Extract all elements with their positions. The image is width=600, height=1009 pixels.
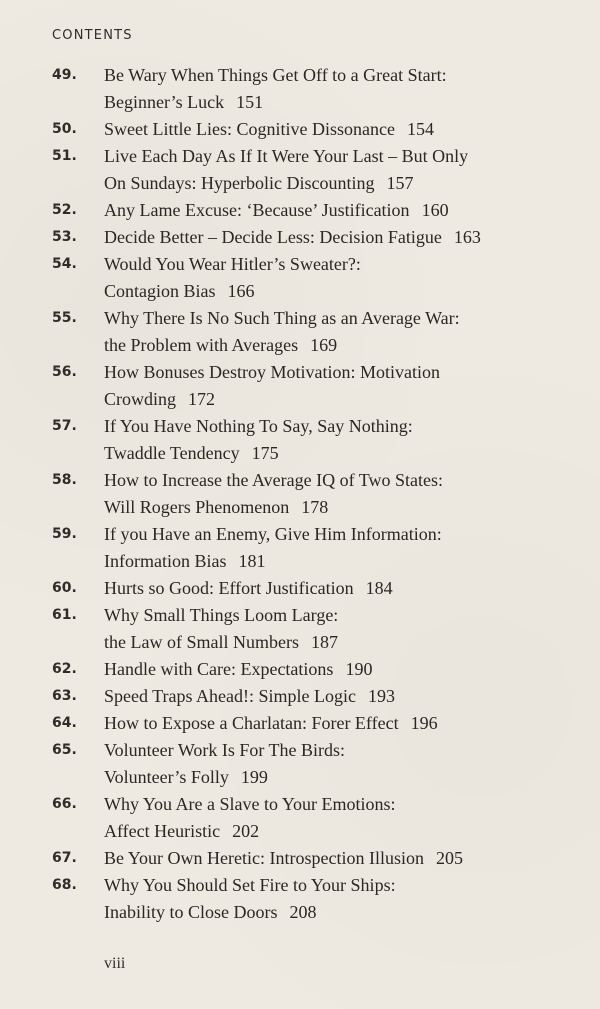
chapter-title-text: Why You Should Set Fire to Your Ships: [104, 875, 396, 895]
chapter-title [104, 359, 592, 413]
chapter-title-text: Live Each Day As If It Were Your Last – But Only [104, 146, 469, 166]
chapter-page-number: 193 [367, 686, 395, 706]
chapter-page-number: 154 [406, 119, 434, 139]
contents-header: CONTENTS [52, 28, 133, 43]
toc-entry [52, 467, 592, 521]
toc-entry [52, 143, 592, 197]
table-of-contents [52, 62, 592, 926]
chapter-title-line [104, 170, 592, 197]
toc-entry [52, 359, 592, 413]
chapter-title-text: On Sundays: Hyperbolic Discounting [104, 173, 375, 193]
chapter-title-line [104, 143, 592, 170]
chapter-title-text: Affect Heuristic [104, 821, 221, 841]
chapter-title [104, 710, 592, 737]
chapter-title-text: Any Lame Excuse: ‘Because’ Justification [104, 200, 410, 220]
chapter-title-line [104, 683, 592, 710]
chapter-title [104, 197, 592, 224]
chapter-title-text: Why Small Things Loom Large: [104, 605, 339, 625]
chapter-title-line [104, 764, 592, 791]
chapter-title [104, 872, 592, 926]
toc-entry [52, 602, 592, 656]
chapter-title [104, 521, 592, 575]
chapter-title-line [104, 818, 592, 845]
chapter-title-text: Hurts so Good: Effort Justification [104, 578, 354, 598]
chapter-page-number: 172 [188, 389, 215, 409]
chapter-title-line [104, 737, 592, 764]
chapter-page-number: 190 [345, 659, 373, 679]
chapter-page-number: 202 [232, 821, 260, 841]
chapter-title-text: Twaddle Tendency [104, 443, 240, 463]
chapter-title-text: Inability to Close Doors [104, 902, 278, 922]
chapter-title-line [104, 899, 592, 926]
chapter-page-number: 205 [435, 848, 463, 868]
chapter-title-line [104, 629, 592, 656]
chapter-title [104, 602, 592, 656]
toc-entry [52, 683, 592, 710]
chapter-title-line [104, 251, 592, 278]
chapter-title-line [104, 413, 592, 440]
chapter-title-line [104, 332, 592, 359]
chapter-title [104, 413, 592, 467]
chapter-page-number: 184 [365, 578, 393, 598]
toc-entry [52, 116, 592, 143]
chapter-number: 61. [52, 607, 77, 623]
chapter-number: 66. [52, 796, 77, 812]
chapter-page-number: 196 [410, 713, 438, 733]
toc-entry [52, 521, 592, 575]
chapter-title-text: the Law of Small Numbers [104, 632, 299, 652]
chapter-title-text: Information Bias [104, 551, 227, 571]
chapter-number: 56. [52, 364, 77, 380]
chapter-number: 58. [52, 472, 77, 488]
chapter-title-line [104, 440, 592, 467]
chapter-title-line [104, 89, 592, 116]
chapter-number: 50. [52, 121, 77, 137]
chapter-title-text: Volunteer’s Folly [104, 767, 229, 787]
chapter-number: 64. [52, 715, 77, 731]
chapter-number: 59. [52, 526, 77, 542]
page-number-footer: viii [104, 955, 126, 972]
chapter-title-text: Will Rogers Phenomenon [104, 497, 290, 517]
toc-entry [52, 710, 592, 737]
chapter-number: 52. [52, 202, 77, 218]
chapter-number: 53. [52, 229, 77, 245]
chapter-title-text: Decide Better – Decide Less: Decision Fatigue [104, 227, 442, 247]
toc-entry [52, 251, 592, 305]
chapter-title-text: Be Wary When Things Get Off to a Great Start: [104, 65, 447, 85]
chapter-title-line [104, 467, 592, 494]
chapter-title-line [104, 656, 592, 683]
chapter-number: 67. [52, 850, 77, 866]
chapter-title [104, 791, 592, 845]
chapter-page-number: 166 [227, 281, 255, 301]
chapter-title [104, 251, 592, 305]
chapter-title [104, 224, 592, 251]
chapter-title-line [104, 521, 592, 548]
chapter-title-text: Contagion Bias [104, 281, 216, 301]
chapter-page-number: 151 [236, 92, 264, 112]
chapter-title-line [104, 305, 592, 332]
toc-entry [52, 197, 592, 224]
chapter-title-text: Why You Are a Slave to Your Emotions: [104, 794, 396, 814]
toc-entry [52, 737, 592, 791]
toc-entry [52, 224, 592, 251]
chapter-title [104, 305, 592, 359]
chapter-title-line [104, 845, 592, 872]
chapter-title [104, 116, 592, 143]
chapter-title-line [104, 116, 592, 143]
chapter-title-line [104, 548, 592, 575]
chapter-number: 57. [52, 418, 77, 434]
chapter-title-text: Volunteer Work Is For The Birds: [104, 740, 346, 760]
toc-entry [52, 305, 592, 359]
chapter-title-text: If you Have an Enemy, Give Him Information: [104, 524, 442, 544]
chapter-title-line [104, 359, 592, 386]
chapter-title [104, 143, 592, 197]
toc-entry [52, 656, 592, 683]
toc-entry [52, 62, 592, 116]
chapter-title-text: Would You Wear Hitler’s Sweater?: [104, 254, 361, 274]
chapter-title [104, 62, 592, 116]
toc-entry [52, 413, 592, 467]
chapter-number: 68. [52, 877, 77, 893]
chapter-title-text: How to Expose a Charlatan: Forer Effect [104, 713, 399, 733]
chapter-title-text: the Problem with Averages [104, 335, 299, 355]
chapter-title-line [104, 602, 592, 629]
chapter-title [104, 575, 592, 602]
chapter-number: 63. [52, 688, 77, 704]
chapter-page-number: 169 [310, 335, 338, 355]
chapter-page-number: 208 [289, 902, 317, 922]
chapter-title-line [104, 386, 592, 413]
chapter-page-number: 199 [240, 767, 268, 787]
toc-entry [52, 845, 592, 872]
chapter-title-text: If You Have Nothing To Say, Say Nothing: [104, 416, 413, 436]
chapter-title-line [104, 494, 592, 521]
chapter-page-number: 157 [386, 173, 414, 193]
chapter-number: 60. [52, 580, 77, 596]
chapter-title [104, 683, 592, 710]
chapter-title-text: Crowding [104, 389, 176, 409]
chapter-title [104, 845, 592, 872]
chapter-number: 49. [52, 67, 77, 83]
chapter-title-line [104, 224, 592, 251]
toc-entry [52, 575, 592, 602]
chapter-title-line [104, 278, 592, 305]
chapter-title [104, 467, 592, 521]
chapter-number: 62. [52, 661, 77, 677]
chapter-page-number: 160 [421, 200, 449, 220]
chapter-title-text: Be Your Own Heretic: Introspection Illusion [104, 848, 424, 868]
chapter-title-text: Sweet Little Lies: Cognitive Dissonance [104, 119, 395, 139]
chapter-title-text: Speed Traps Ahead!: Simple Logic [104, 686, 356, 706]
chapter-title-line [104, 710, 592, 737]
chapter-number: 51. [52, 148, 77, 164]
chapter-title-text: How to Increase the Average IQ of Two States: [104, 470, 443, 490]
chapter-page-number: 175 [251, 443, 279, 463]
chapter-title-line [104, 872, 592, 899]
chapter-title-line [104, 575, 592, 602]
chapter-page-number: 187 [310, 632, 338, 652]
chapter-number: 54. [52, 256, 77, 272]
chapter-page-number: 181 [238, 551, 266, 571]
toc-entry [52, 872, 592, 926]
chapter-title-text: Why There Is No Such Thing as an Average War: [104, 308, 460, 328]
toc-entry [52, 791, 592, 845]
chapter-page-number: 178 [301, 497, 329, 517]
chapter-title-text: Handle with Care: Expectations [104, 659, 334, 679]
chapter-number: 65. [52, 742, 77, 758]
chapter-page-number: 163 [453, 227, 481, 247]
chapter-title-line [104, 791, 592, 818]
chapter-title-text: Beginner’s Luck [104, 92, 225, 112]
chapter-title [104, 737, 592, 791]
chapter-title-line [104, 197, 592, 224]
chapter-title-line [104, 62, 592, 89]
chapter-title-text: How Bonuses Destroy Motivation: Motivation [104, 362, 440, 382]
chapter-title [104, 656, 592, 683]
chapter-number: 55. [52, 310, 77, 326]
